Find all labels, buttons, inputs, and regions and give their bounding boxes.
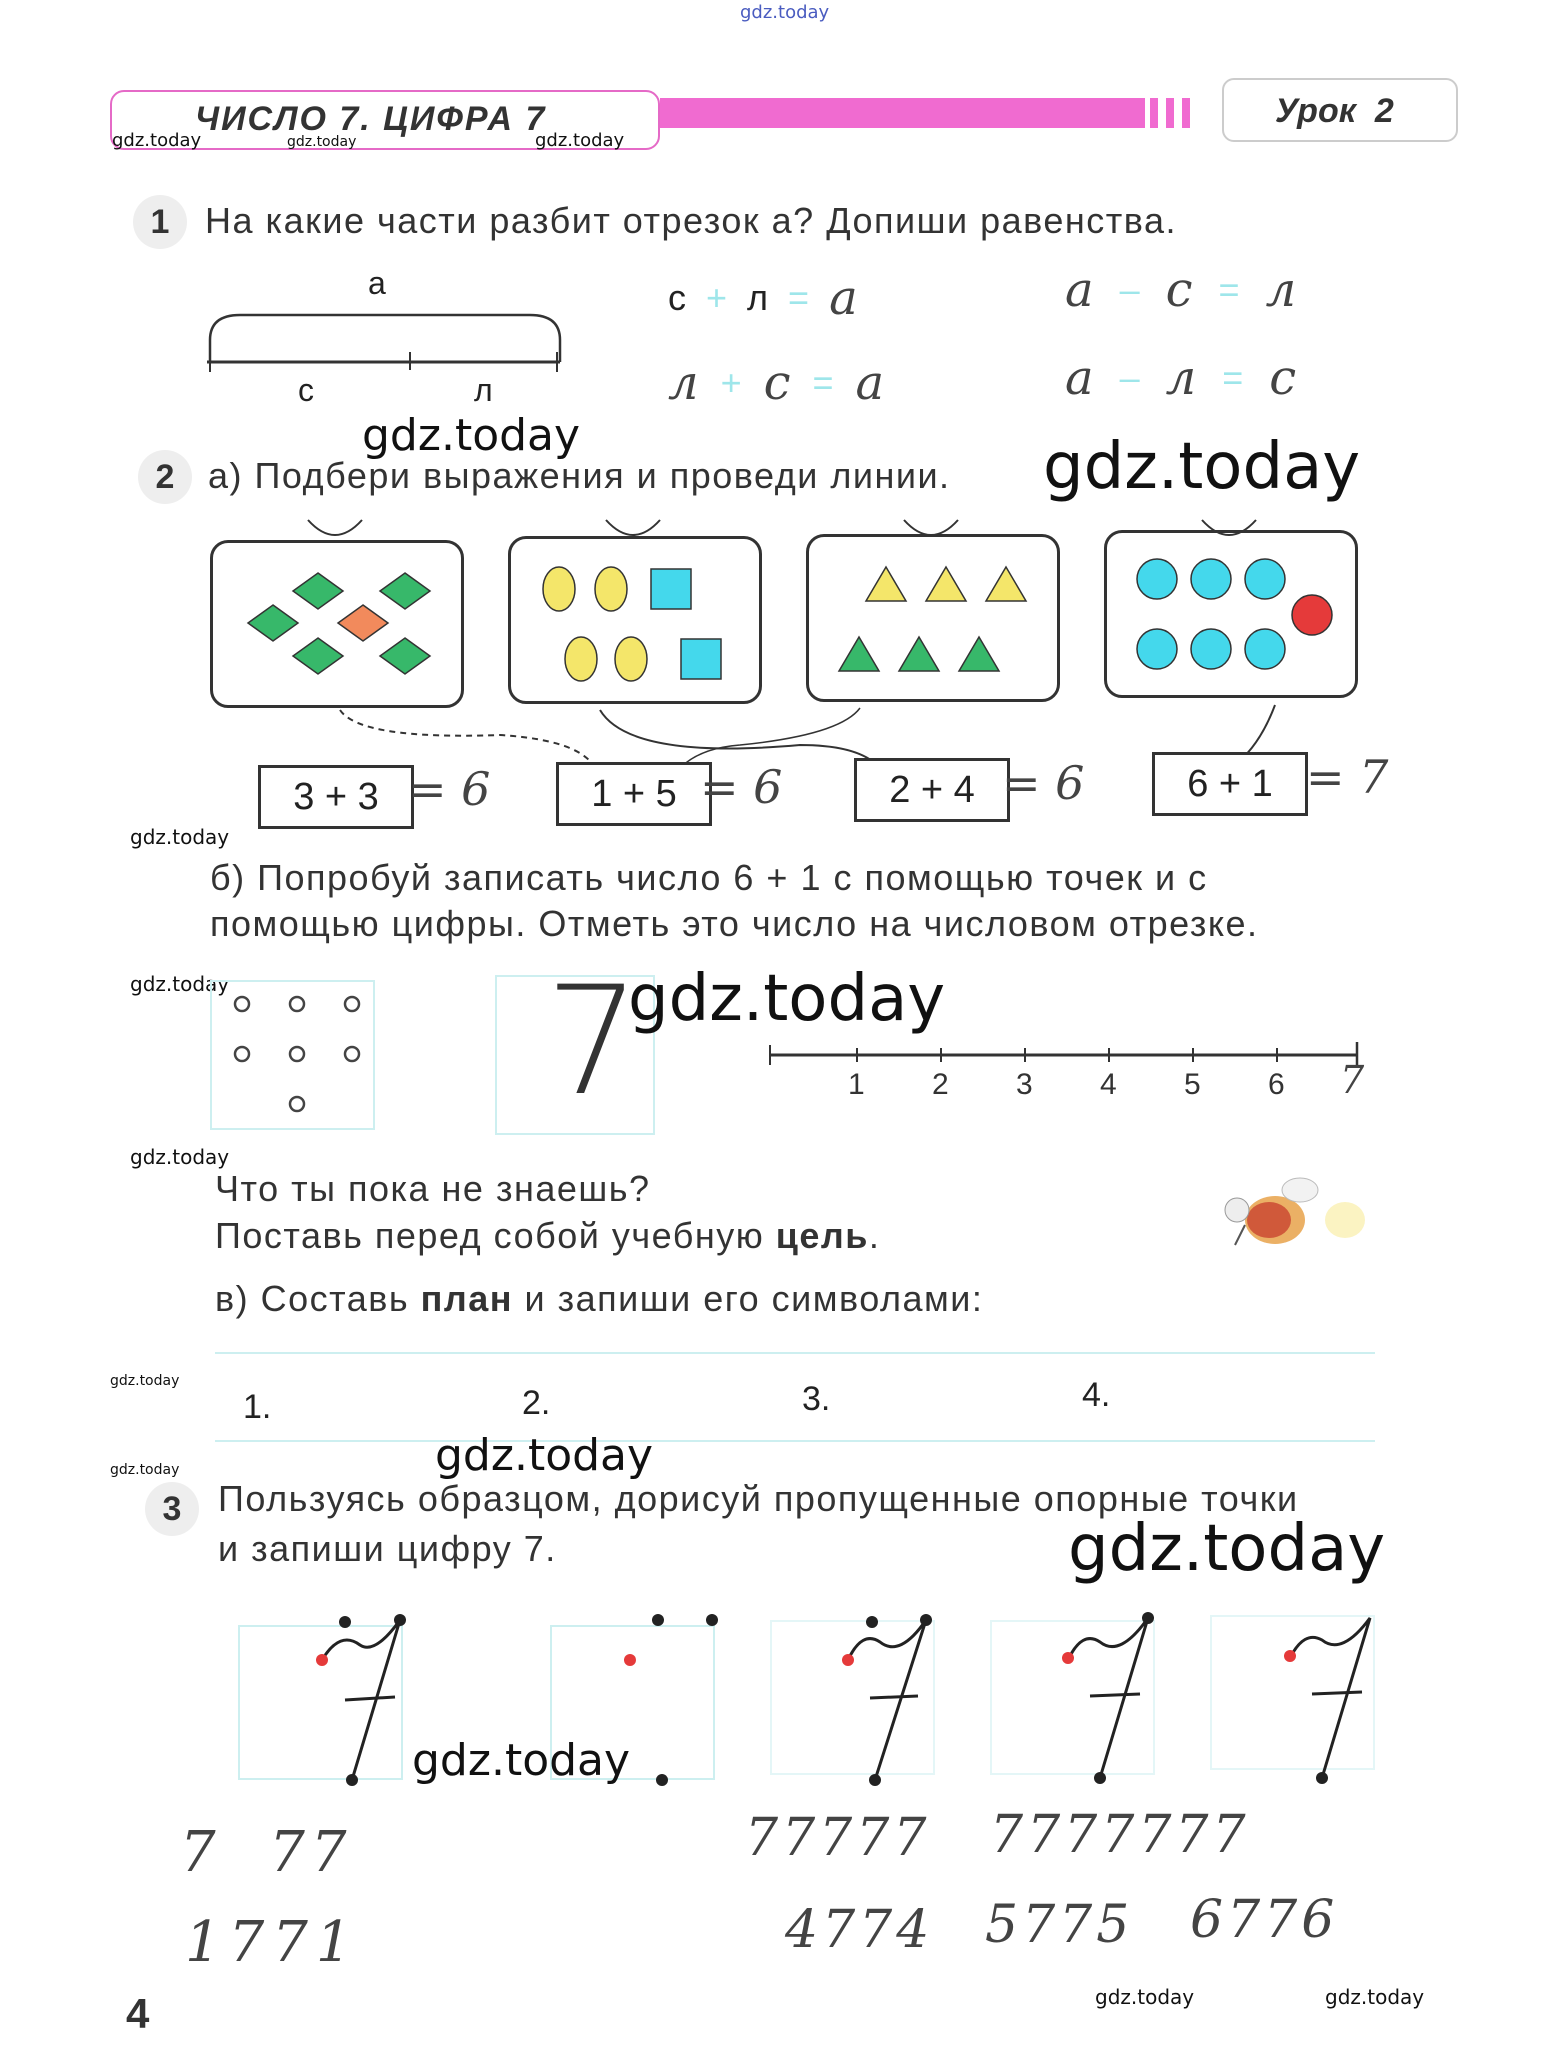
eq-op: + [720,362,742,403]
task-instruction-a: а) Подбери выражения и проведи линии. [208,455,951,496]
watermark-top: gdz.today [740,2,830,23]
practice-row1-left[interactable]: 7 77 [180,1820,353,1885]
lesson-label: Урок 2 [1275,92,1394,130]
plan-line-top [215,1352,1375,1354]
header-accent-stripe [1150,98,1158,128]
eq-term: л [747,277,769,318]
plan-step-3[interactable]: 3. [802,1380,831,1418]
expression-box-3[interactable]: 2 + 4 [854,758,1010,822]
expression-answer-2[interactable]: = 6 [700,760,783,814]
watermark: gdz.today [1068,1512,1386,1586]
eq-op: = [812,362,834,403]
eq-op: = [1222,357,1244,398]
task-number: 2 [138,450,192,504]
page-number: 4 [126,1990,150,2037]
eq-answer[interactable]: с [1269,350,1297,406]
practice-row2-right[interactable]: 6776 [1190,1890,1339,1950]
eq-term[interactable]: а [1065,262,1094,318]
connection-lines [200,510,1400,780]
segment-label-a: а [368,265,386,301]
number-line-label: 6 [1268,1068,1285,1101]
equation-3 [668,355,884,411]
dots-drawing [212,982,372,1127]
seven-tracing-drawings [200,1590,1400,1810]
plan-step-4[interactable]: 4. [1082,1376,1111,1414]
eq-answer[interactable]: а [829,270,858,326]
number-line-labels [760,1058,1380,1108]
number-line-label: 4 [1100,1068,1117,1101]
question-goal [215,1215,880,1257]
dots-area[interactable] [210,980,375,1130]
task-number: 1 [133,195,187,249]
watermark: gdz.today [130,825,230,849]
number-line-label: 5 [1184,1068,1201,1101]
watermark: gdz.today [130,1145,230,1169]
instruction-c-bold: план [420,1278,514,1319]
practice-row2-mid[interactable]: 4774 [785,1900,934,1960]
eq-op: + [706,277,728,318]
eq-op: – [1119,357,1140,398]
eq-term[interactable]: л [668,355,699,411]
segment-label-c: с [298,372,314,408]
watermark: gdz.today [287,134,357,150]
task-instruction-b1: б) Попробуй записать число 6 + 1 с помощью точек и с [210,857,1208,898]
eq-op: = [1218,269,1240,310]
watermark: gdz.today [1095,1985,1195,2009]
segment-label-l: л [474,372,493,408]
bee-icon [1215,1165,1380,1275]
plan-line-bottom [215,1440,1375,1442]
header-accent-stripe [1166,98,1174,128]
segment-diagram [195,300,575,380]
number-line-label: 2 [932,1068,949,1101]
eq-answer[interactable]: л [1265,262,1297,318]
watermark: gdz.today [535,130,625,151]
expression-box-1[interactable]: 3 + 3 [258,765,414,829]
task-instruction-b2: помощью цифры. Отметь это число на числовом отрезке. [210,903,1259,944]
watermark: gdz.today [130,972,230,996]
watermark: gdz.today [412,1735,631,1786]
header-accent-stripe [1182,98,1190,128]
watermark: gdz.today [1043,430,1361,504]
eq-term[interactable]: с [1165,262,1193,318]
watermark: gdz.today [1325,1985,1425,2009]
practice-row1-mid[interactable]: 77777 [745,1808,931,1868]
watermark: gdz.today [362,410,581,461]
practice-row1-right[interactable]: 7777777 [990,1805,1250,1865]
watermark: gdz.today [112,130,202,151]
eq-op: = [788,277,810,318]
header-accent-bar [660,98,1145,128]
question-goal-bold: цель [775,1215,869,1256]
instruction-c-text: в) Составь [215,1278,421,1319]
expression-answer-3[interactable]: = 6 [1002,756,1085,810]
expression-box-4[interactable]: 6 + 1 [1152,752,1308,816]
number-line-label-handwritten: 7 [1340,1058,1365,1102]
eq-op: – [1119,269,1140,310]
page-title: ЧИСЛО 7. ЦИФРА 7 [195,100,547,138]
written-digit: 7 [545,955,641,1129]
equation-1 [668,270,858,326]
expression-answer-4[interactable]: = 7 [1306,750,1389,804]
instruction-c-end: и запиши его символами: [513,1278,984,1319]
question-unknown: Что ты пока не знаешь? [215,1168,651,1209]
plan-step-1[interactable]: 1. [243,1388,272,1426]
task-number: 3 [145,1482,199,1536]
task-instruction-1: Пользуясь образцом, дорисуй пропущенные опорные точки [218,1478,1299,1519]
eq-term: с [668,277,686,318]
eq-answer[interactable]: а [855,355,885,411]
task-instruction-2: и запиши цифру 7. [218,1528,557,1569]
watermark: gdz.today [110,1462,180,1478]
eq-term[interactable]: с [763,355,791,411]
watermark: gdz.today [435,1430,654,1481]
equation-4 [1065,350,1296,406]
number-line-label: 3 [1016,1068,1033,1101]
watermark: gdz.today [628,962,946,1036]
task-instruction: На какие части разбит отрезок а? Допиши равенства. [205,200,1177,241]
question-goal-text: Поставь перед собой учебную [215,1215,776,1256]
number-line[interactable] [765,1030,1365,1070]
expression-answer-1[interactable]: = 6 [408,762,491,816]
eq-term[interactable]: л [1165,350,1197,406]
number-line-label: 1 [848,1068,865,1101]
eq-term[interactable]: а [1065,350,1094,406]
practice-row2-left[interactable]: 1771 [185,1910,360,1975]
expression-box-2[interactable]: 1 + 5 [556,762,712,826]
practice-row2-mid2[interactable]: 5775 [985,1895,1134,1955]
question-goal-end: . [868,1215,881,1256]
equation-2 [1065,262,1296,318]
watermark: gdz.today [110,1373,180,1389]
plan-step-2[interactable]: 2. [522,1384,551,1422]
task-instruction-c [215,1278,983,1320]
